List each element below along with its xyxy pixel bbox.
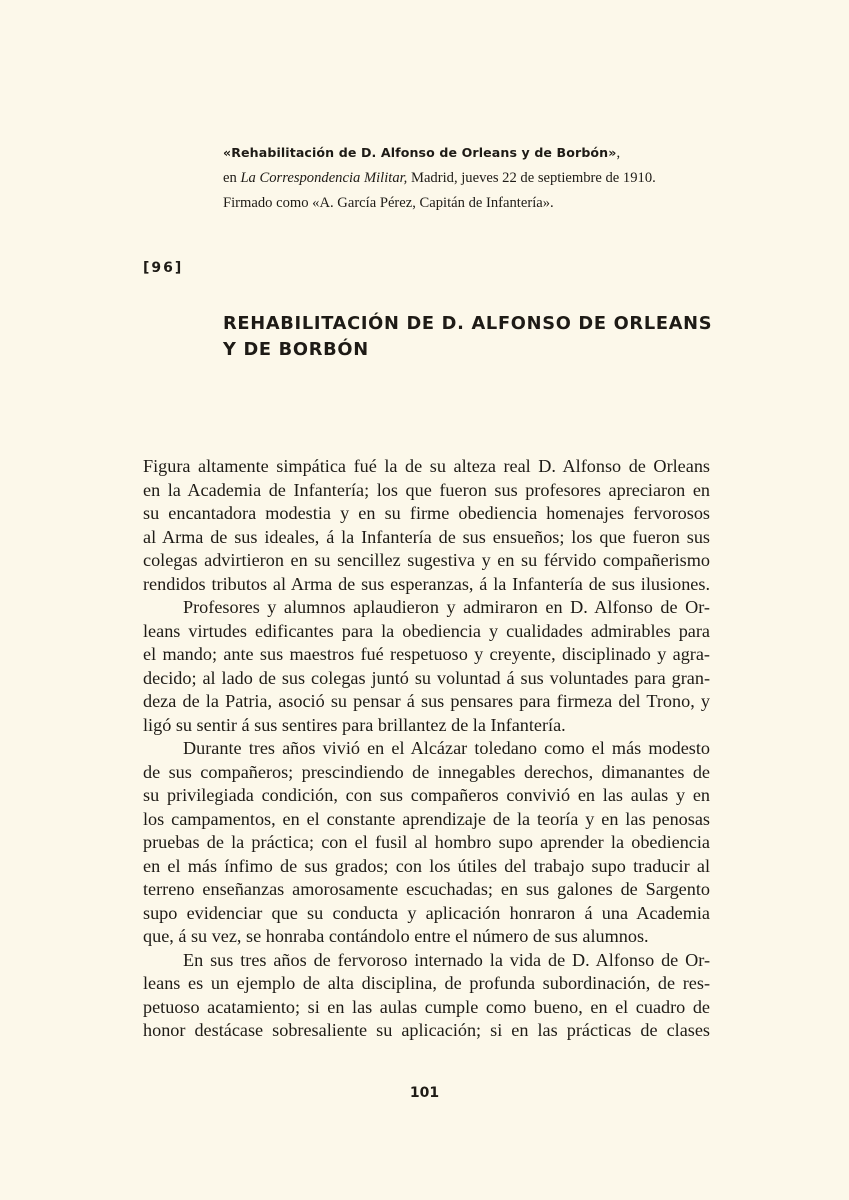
paragraph-2 <box>143 596 710 737</box>
text-line: que, á su vez, se honraba contándolo entre el número de sus alumnos. <box>143 926 649 946</box>
page-number: 101 <box>409 1085 440 1101</box>
text-line: Profesores y alumnos aplaudieron y admiraron en D. Alfonso de Or- <box>183 597 710 617</box>
source-title-comma: , <box>616 145 621 161</box>
text-line: leans es un ejemplo de alta disciplina, de profunda subordinación, de res- <box>143 973 710 993</box>
text-line: rendidos tributos al Arma de sus esperanzas, á la Infantería de sus ilusiones. <box>143 573 710 594</box>
source-line-publication <box>223 166 783 191</box>
source-line-title <box>223 140 783 166</box>
text-line: honor destácase sobresaliente su aplicación; si en las prácticas de clases <box>143 1020 710 1040</box>
text-line: su encantadora modestia y en su firme obediencia homenajes fervorosos <box>143 503 710 523</box>
body-text <box>143 455 710 1043</box>
text-line: los campamentos, en el constante aprendizaje de la teoría y en las penosas <box>143 808 710 829</box>
document-number: [96] <box>143 260 184 276</box>
text-line: Figura altamente simpática fué la de su alteza real D. Alfonso de Orleans <box>143 456 710 476</box>
text-line: decido; al lado de sus colegas juntó su voluntad á sus voluntades para gran- <box>143 667 710 688</box>
text-line: terreno enseñanzas amorosamente escuchadas; en sus galones de Sargento <box>143 879 710 899</box>
text-line: petuoso acatamiento; si en las aulas cumple como bueno, en el cuadro de <box>143 996 710 1017</box>
text-line: el mando; ante sus maestros fué respetuoso y creyente, disciplinado y agra- <box>143 644 710 664</box>
text-line: en la Academia de Infantería; los que fueron sus profesores apreciaron en <box>143 479 710 500</box>
text-line: leans virtudes edificantes para la obediencia y cualidades admirables para <box>143 620 710 641</box>
text-line: ligó su sentir á sus sentires para brillantez de la Infantería. <box>143 714 566 735</box>
text-line: pruebas de la práctica; con el fusil al hombro supo aprender la obediencia <box>143 832 710 852</box>
text-line: al Arma de sus ideales, á la Infantería de sus ensueños; los que fueron sus <box>143 526 710 547</box>
publication-name: La Correspondencia Militar, <box>240 170 408 186</box>
text-line: colegas advirtieron en su sencillez sugestiva y en su férvido compañerismo <box>143 550 710 570</box>
source-signature: Firmado como «A. García Pérez, Capitán de Infantería». <box>223 195 554 211</box>
text-line: Durante tres años vivió en el Alcázar toledano como el más modesto <box>183 738 710 758</box>
publication-details: Madrid, jueves 22 de septiembre de 1910. <box>407 170 656 186</box>
paragraph-1 <box>143 455 710 596</box>
paragraph-3 <box>143 737 710 949</box>
source-title: «Rehabilitación de D. Alfonso de Orleans y de Borbón» <box>223 145 617 160</box>
source-citation <box>223 140 783 216</box>
text-line: En sus tres años de fervoroso internado la vida de D. Alfonso de Or- <box>183 949 710 970</box>
document-title-line: REHABILITACIÓN DE D. ALFONSO DE ORLEANS <box>223 313 713 334</box>
source-prefix: en <box>223 170 241 186</box>
text-line: deza de la Patria, asoció su pensar á sus pensares para firmeza del Trono, y <box>143 691 710 711</box>
text-line: de sus compañeros; prescindiendo de innegables derechos, dimanantes de <box>143 761 710 782</box>
document-title-line: Y DE BORBÓN <box>223 339 369 360</box>
paragraph-4 <box>143 949 710 1043</box>
text-line: en el más ínfimo de sus grados; con los útiles del trabajo supo traducir al <box>143 855 710 876</box>
text-line: supo evidenciar que su conducta y aplicación honraron á una Academia <box>143 902 710 923</box>
document-title <box>223 311 723 363</box>
text-line: su privilegiada condición, con sus compañeros convivió en las aulas y en <box>143 785 710 805</box>
